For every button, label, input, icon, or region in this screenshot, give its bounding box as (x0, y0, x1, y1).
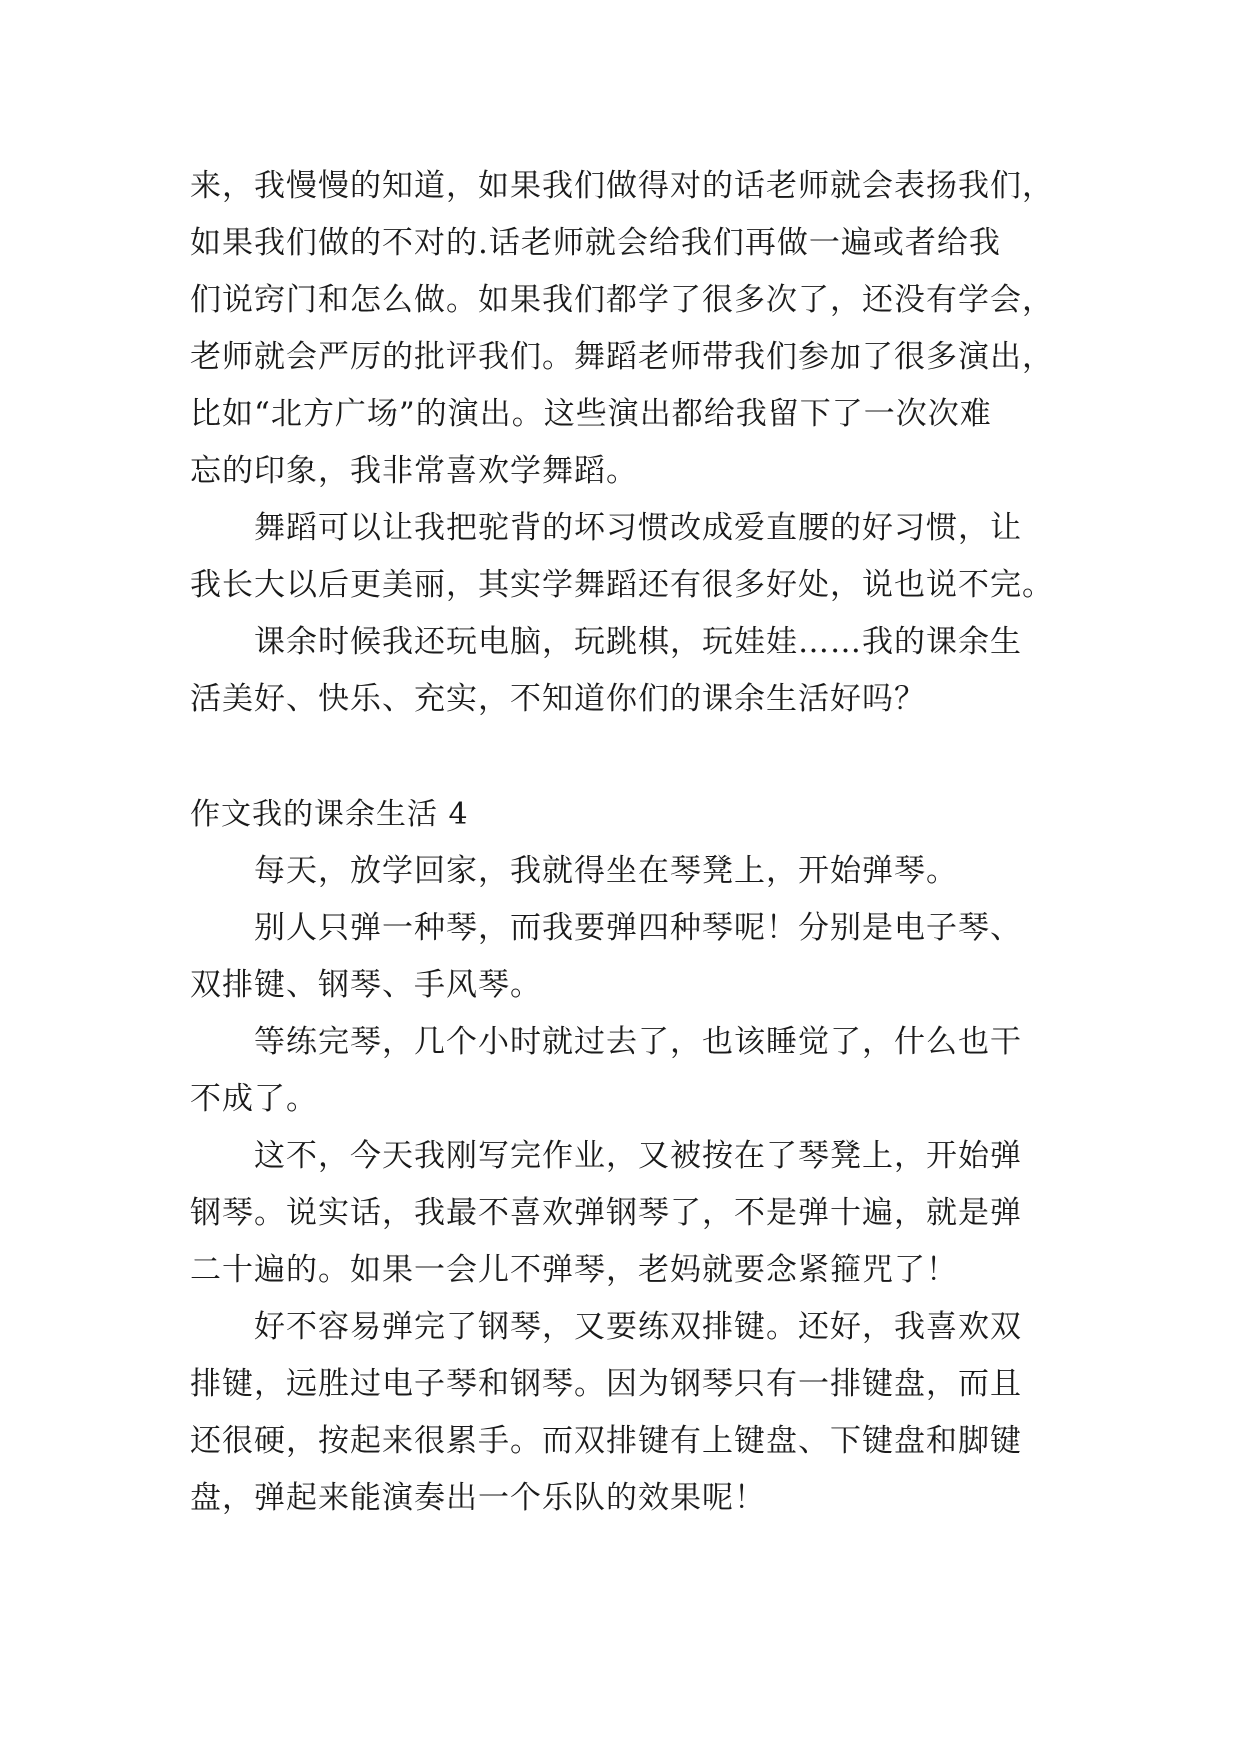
paragraph (190, 500, 1070, 614)
section-gap (190, 728, 1070, 786)
text-line: 我长大以后更美丽，其实学舞蹈还有很多好处，说也说不完。 (190, 567, 1054, 603)
text-line: 双排键、钢琴、手风琴。 (190, 967, 542, 1003)
paragraph (190, 158, 1070, 500)
text-line: 盘，弹起来能演奏出一个乐队的效果呢！ (190, 1480, 766, 1516)
text-line: 活美好、快乐、充实，不知道你们的课余生活好吗？ (190, 681, 926, 717)
text-line: 别人只弹一种琴，而我要弹四种琴呢！分别是电子琴、 (254, 910, 1022, 946)
text-line: 来，我慢慢的知道，如果我们做得对的话老师就会表扬我们， (190, 168, 1054, 204)
paragraph (190, 1128, 1070, 1299)
text-line: 忘的印象，我非常喜欢学舞蹈。 (190, 453, 638, 489)
text-line: 这不，今天我刚写完作业，又被按在了琴凳上，开始弹 (254, 1138, 1022, 1174)
text-line: 好不容易弹完了钢琴，又要练双排键。还好，我喜欢双 (254, 1309, 1022, 1345)
document-body (190, 158, 1070, 1527)
paragraph (190, 1299, 1070, 1527)
paragraph (190, 843, 1070, 900)
text-line: 排键，远胜过电子琴和钢琴。因为钢琴只有一排键盘，而且 (190, 1366, 1022, 1402)
text-line: 每天，放学回家，我就得坐在琴凳上，开始弹琴。 (254, 853, 958, 889)
text-line: 等练完琴，几个小时就过去了，也该睡觉了，什么也干 (254, 1024, 1022, 1060)
text-line: 老师就会严厉的批评我们。舞蹈老师带我们参加了很多演出， (190, 339, 1054, 375)
text-line: 还很硬，按起来很累手。而双排键有上键盘、下键盘和脚键 (190, 1423, 1022, 1459)
text-line: 课余时候我还玩电脑，玩跳棋，玩娃娃……我的课余生 (254, 624, 1022, 660)
text-line: 比如“北方广场”的演出。这些演出都给我留下了一次次难 (190, 396, 992, 432)
section-title: 作文我的课余生活 4 (190, 797, 469, 832)
text-line: 不成了。 (190, 1081, 318, 1117)
text-line: 钢琴。说实话，我最不喜欢弹钢琴了，不是弹十遍，就是弹 (190, 1195, 1022, 1231)
text-line: 舞蹈可以让我把驼背的坏习惯改成爱直腰的好习惯，让 (254, 510, 1022, 546)
paragraph (190, 1014, 1070, 1128)
paragraph (190, 614, 1070, 728)
paragraph (190, 900, 1070, 1014)
text-line: 二十遍的。如果一会儿不弹琴，老妈就要念紧箍咒了！ (190, 1252, 958, 1288)
text-line: 们说窍门和怎么做。如果我们都学了很多次了，还没有学会， (190, 282, 1054, 318)
text-line: 如果我们做的不对的.话老师就会给我们再做一遍或者给我 (190, 225, 1001, 261)
